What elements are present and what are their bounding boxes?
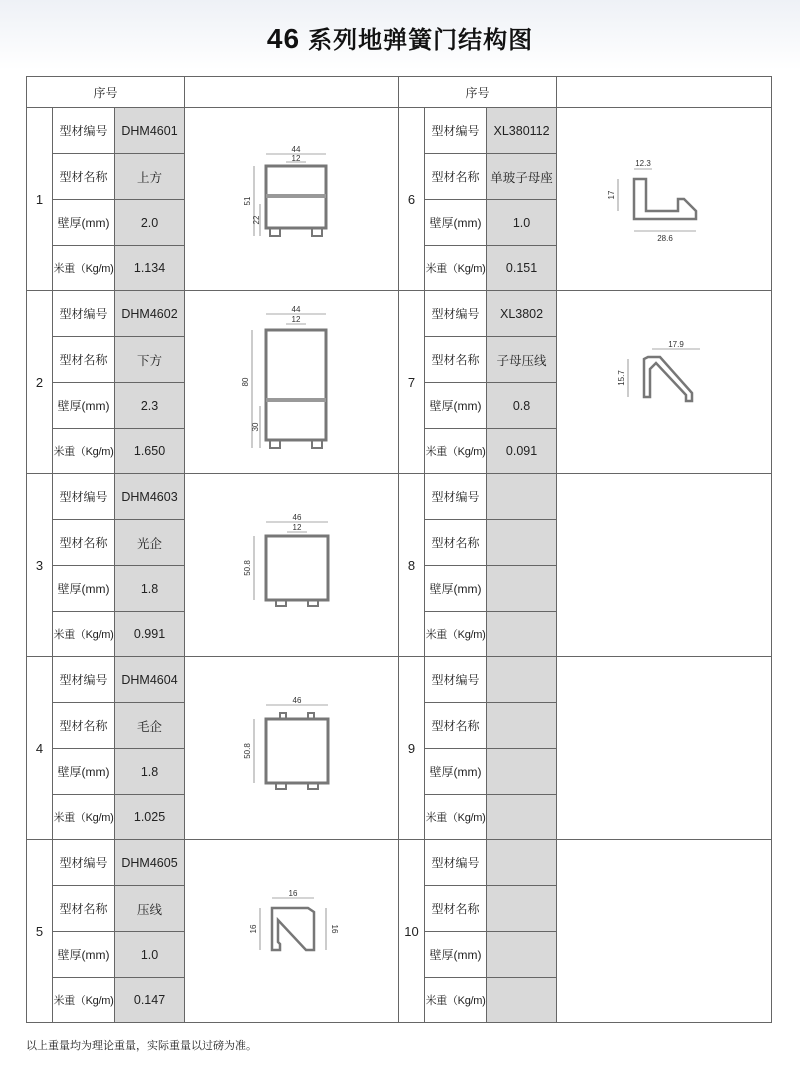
value-name: 子母压线	[487, 337, 557, 383]
table-row	[27, 474, 772, 520]
label-weight: 米重（Kg/m)	[53, 429, 115, 474]
value-weight: 1.650	[115, 429, 185, 474]
value-weight	[487, 795, 557, 840]
footnote: 以上重量均为理论重量，实际重量以过磅为准。	[26, 1039, 257, 1052]
dim-top: 17.9	[668, 340, 684, 349]
value-weight: 1.025	[115, 795, 185, 840]
label-name: 型材名称	[53, 520, 115, 566]
value-weight: 0.091	[487, 429, 557, 474]
profile-drawing-cell	[185, 291, 399, 474]
label-wall: 壁厚(mm)	[53, 566, 115, 612]
label-name: 型材名称	[53, 703, 115, 749]
label-weight: 米重（Kg/m)	[53, 612, 115, 657]
dim-height: 16	[248, 924, 258, 934]
dim-width: 44	[291, 305, 300, 314]
profile-drawing-cell	[185, 108, 399, 291]
profile-drawing-cell-empty	[557, 657, 772, 840]
dim-height: 50.8	[242, 743, 252, 759]
table-row	[27, 291, 772, 337]
value-name	[487, 520, 557, 566]
dim-height: 17	[607, 190, 617, 200]
label-code: 型材编号	[425, 657, 487, 703]
profile-spec-table	[26, 76, 772, 1023]
value-weight: 0.147	[115, 978, 185, 1023]
dim-inner: 12	[292, 523, 301, 532]
profile-drawing-cell	[557, 108, 772, 291]
value-name: 压线	[115, 886, 185, 932]
label-code: 型材编号	[425, 840, 487, 886]
value-wall	[487, 566, 557, 612]
header-seq-right: 序号	[399, 77, 557, 108]
label-wall: 壁厚(mm)	[425, 566, 487, 612]
label-wall: 壁厚(mm)	[53, 383, 115, 429]
label-wall: 壁厚(mm)	[425, 383, 487, 429]
dim-width: 16	[288, 889, 297, 898]
value-name	[487, 703, 557, 749]
value-weight	[487, 978, 557, 1023]
label-code: 型材编号	[425, 108, 487, 154]
label-weight: 米重（Kg/m)	[425, 612, 487, 657]
value-name: 光企	[115, 520, 185, 566]
value-weight: 0.151	[487, 246, 557, 291]
value-wall: 2.0	[115, 200, 185, 246]
profile-drawing-dhm4603	[232, 510, 352, 620]
profile-drawing-xl3802	[604, 337, 724, 427]
dim-height: 50.8	[242, 560, 252, 576]
seq-number: 3	[27, 474, 53, 657]
label-name: 型材名称	[425, 886, 487, 932]
profile-drawing-cell	[185, 474, 399, 657]
header-seq-left: 序号	[27, 77, 185, 108]
profile-drawing-cell	[185, 657, 399, 840]
label-code: 型材编号	[53, 474, 115, 520]
profile-drawing-cell-empty	[557, 474, 772, 657]
profile-drawing-cell-empty	[557, 840, 772, 1023]
label-name: 型材名称	[53, 154, 115, 200]
label-code: 型材编号	[53, 108, 115, 154]
label-wall: 壁厚(mm)	[53, 932, 115, 978]
value-name: 单玻子母座	[487, 154, 557, 200]
label-weight: 米重（Kg/m)	[425, 978, 487, 1023]
value-code	[487, 657, 557, 703]
label-code: 型材编号	[53, 657, 115, 703]
label-weight: 米重（Kg/m)	[425, 246, 487, 291]
label-code: 型材编号	[53, 291, 115, 337]
profile-drawing-cell	[557, 291, 772, 474]
profile-drawing-dhm4605	[232, 886, 352, 976]
label-weight: 米重（Kg/m)	[425, 795, 487, 840]
value-wall: 1.0	[487, 200, 557, 246]
seq-number: 5	[27, 840, 53, 1023]
value-code: DHM4602	[115, 291, 185, 337]
header-blank-left	[185, 77, 399, 108]
page-title-number: 46	[266, 23, 301, 54]
page-title	[0, 20, 800, 55]
label-name: 型材名称	[53, 886, 115, 932]
value-wall: 2.3	[115, 383, 185, 429]
page-title-text: 系列地弹簧门结构图	[308, 26, 534, 54]
seq-number: 2	[27, 291, 53, 474]
value-name	[487, 886, 557, 932]
value-code	[487, 474, 557, 520]
dim-width: 28.6	[657, 234, 673, 243]
profile-drawing-dhm4602	[232, 302, 352, 462]
dim-height-lower: 22	[251, 215, 261, 225]
dim-inner: 12	[291, 154, 300, 163]
dim-width: 46	[292, 696, 301, 705]
value-name: 上方	[115, 154, 185, 200]
value-code: DHM4601	[115, 108, 185, 154]
dim-height-lower: 30	[250, 422, 260, 432]
value-name: 下方	[115, 337, 185, 383]
value-code: XL3802	[487, 291, 557, 337]
seq-number: 1	[27, 108, 53, 291]
dim-height: 15.7	[617, 370, 627, 386]
profile-drawing-dhm4601	[232, 144, 352, 254]
seq-number: 10	[399, 840, 425, 1023]
value-wall: 1.8	[115, 566, 185, 612]
value-wall: 1.0	[115, 932, 185, 978]
value-code: DHM4605	[115, 840, 185, 886]
label-code: 型材编号	[425, 474, 487, 520]
dim-height: 51	[242, 196, 252, 206]
label-name: 型材名称	[425, 154, 487, 200]
label-name: 型材名称	[425, 520, 487, 566]
value-wall	[487, 749, 557, 795]
value-code: DHM4603	[115, 474, 185, 520]
label-weight: 米重（Kg/m)	[425, 429, 487, 474]
label-wall: 壁厚(mm)	[53, 200, 115, 246]
label-name: 型材名称	[425, 703, 487, 749]
dim-width: 44	[291, 145, 300, 154]
value-code: DHM4604	[115, 657, 185, 703]
value-weight	[487, 612, 557, 657]
dim-inner: 12	[291, 315, 300, 324]
label-wall: 壁厚(mm)	[425, 200, 487, 246]
table-row	[27, 108, 772, 154]
label-wall: 壁厚(mm)	[425, 932, 487, 978]
seq-number: 7	[399, 291, 425, 474]
seq-number: 4	[27, 657, 53, 840]
label-name: 型材名称	[53, 337, 115, 383]
seq-number: 9	[399, 657, 425, 840]
value-weight: 0.991	[115, 612, 185, 657]
value-code: XL380112	[487, 108, 557, 154]
seq-number: 6	[399, 108, 425, 291]
value-wall: 1.8	[115, 749, 185, 795]
label-code: 型材编号	[53, 840, 115, 886]
value-code	[487, 840, 557, 886]
label-weight: 米重（Kg/m)	[53, 978, 115, 1023]
dim-height: 80	[240, 377, 250, 387]
profile-drawing-cell	[185, 840, 399, 1023]
header-blank-right	[557, 77, 772, 108]
table-row	[27, 657, 772, 703]
label-name: 型材名称	[425, 337, 487, 383]
dim-top: 12.3	[635, 159, 651, 168]
label-wall: 壁厚(mm)	[425, 749, 487, 795]
profile-drawing-xl380112	[604, 149, 724, 249]
label-weight: 米重（Kg/m)	[53, 795, 115, 840]
value-name: 毛企	[115, 703, 185, 749]
dim-height-right: 16	[329, 924, 339, 934]
label-weight: 米重（Kg/m)	[53, 246, 115, 291]
label-code: 型材编号	[425, 291, 487, 337]
seq-number: 8	[399, 474, 425, 657]
value-weight: 1.134	[115, 246, 185, 291]
dim-width: 46	[292, 513, 301, 522]
table-header-row	[27, 77, 772, 108]
profile-drawing-dhm4604	[232, 693, 352, 803]
value-wall: 0.8	[487, 383, 557, 429]
table-row	[27, 840, 772, 886]
value-wall	[487, 932, 557, 978]
label-wall: 壁厚(mm)	[53, 749, 115, 795]
